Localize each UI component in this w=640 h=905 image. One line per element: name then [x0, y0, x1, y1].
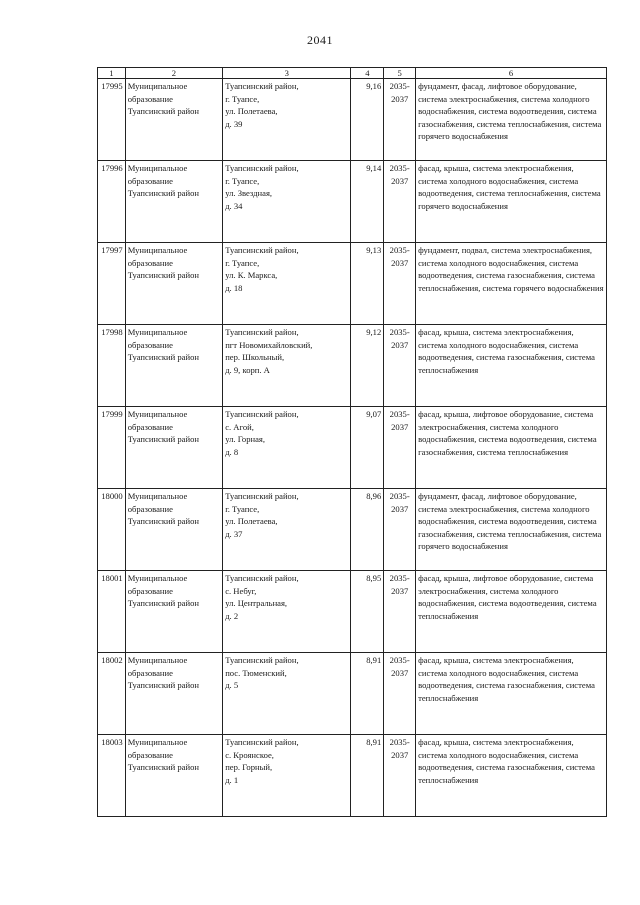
address-line: с. Небуг, [225, 585, 257, 596]
address-line: д. 9, корп. А [225, 364, 270, 375]
works-cell [416, 407, 607, 489]
address-cell [223, 489, 351, 571]
municipality-cell [125, 571, 222, 653]
period-cell [384, 571, 416, 653]
address-line: д. 8 [225, 446, 239, 457]
period-line: 2035- [389, 245, 410, 255]
municipality-line: Муниципальное [127, 327, 188, 337]
period-cell [384, 489, 416, 571]
works-list: фасад, крыша, система электроснабжения, система холодного водоснабжения, система водоотведения, система газоснабжения, система теплоснабжения [418, 737, 595, 785]
row-number-cell [98, 325, 126, 407]
address-line: Туапсинский район, [225, 163, 299, 173]
table-row [98, 243, 607, 325]
period-line: 2035- [389, 655, 410, 665]
column-header: 3 [223, 68, 351, 79]
period-line: 2035- [389, 81, 410, 91]
address-line: ул. Горная, [225, 434, 266, 444]
works-list: фасад, крыша, лифтовое оборудование, система электроснабжения, система холодного водоснабжения, система водоотведения, система теплоснабжения [418, 573, 597, 621]
address-line: ул. Звездная, [225, 188, 273, 198]
address-line: д. 39 [225, 118, 243, 129]
period-cell [384, 735, 416, 817]
period-line: 2037 [391, 749, 409, 760]
address-cell [223, 735, 351, 817]
address-line: Туапсинский район, [225, 737, 299, 747]
address-line: Туапсинский район, [225, 245, 299, 255]
value: 8,91 [366, 737, 382, 747]
value: 9,16 [366, 81, 382, 91]
row-number-cell [98, 243, 126, 325]
period-cell [384, 325, 416, 407]
address-line: пос. Тюменский, [225, 667, 287, 678]
row-number-cell [98, 653, 126, 735]
municipality-line: Туапсинский район [127, 188, 199, 198]
municipality-line: образование [127, 339, 173, 350]
period-line: 2037 [391, 667, 409, 678]
address-line: Туапсинский район, [225, 655, 299, 665]
table-body [98, 79, 607, 817]
period-cell [384, 243, 416, 325]
period-line: 2035- [389, 491, 410, 501]
table-row [98, 571, 607, 653]
address-cell [223, 161, 351, 243]
municipality-cell [125, 243, 222, 325]
address-line: д. 34 [225, 200, 243, 211]
address-line: пгт Новомихайловский, [225, 339, 313, 350]
period-line: 2037 [391, 339, 409, 350]
municipality-line: Туапсинский район [127, 434, 199, 444]
address-line: Туапсинский район, [225, 409, 299, 419]
address-line: д. 1 [225, 774, 239, 785]
municipality-line: Муниципальное [127, 573, 188, 583]
row-number-cell [98, 489, 126, 571]
period-line: 2035- [389, 327, 410, 337]
municipality-line: Муниципальное [127, 81, 188, 91]
period-line: 2037 [391, 93, 409, 104]
row-number: 18001 [101, 573, 123, 583]
municipality-line: образование [127, 421, 173, 432]
table-row [98, 161, 607, 243]
municipality-line: Муниципальное [127, 409, 188, 419]
row-number-cell [98, 571, 126, 653]
works-cell [416, 325, 607, 407]
address-cell [223, 79, 351, 161]
address-line: ул. Центральная, [225, 598, 288, 608]
table-row [98, 489, 607, 571]
value-cell [351, 325, 384, 407]
row-number-cell [98, 735, 126, 817]
row-number: 18000 [101, 491, 123, 501]
capital-repair-table [97, 67, 607, 817]
row-number-cell [98, 407, 126, 489]
address-line: Туапсинский район, [225, 81, 299, 91]
works-cell [416, 489, 607, 571]
municipality-line: Муниципальное [127, 491, 188, 501]
municipality-line: образование [127, 585, 173, 596]
address-line: д. 2 [225, 610, 239, 621]
works-list: фундамент, фасад, лифтовое оборудование, система электроснабжения, система холодного водоснабжения, система водоотведения, система газоснабжения, система теплоснабжения, система горячего водоснабжения [418, 81, 602, 141]
municipality-cell [125, 735, 222, 817]
value-cell [351, 735, 384, 817]
column-header: 6 [416, 68, 607, 79]
municipality-line: Туапсинский район [127, 598, 199, 608]
column-header: 4 [351, 68, 384, 79]
address-line: г. Туапсе, [225, 175, 260, 186]
page-number: 2041 [307, 33, 333, 47]
period-line: 2035- [389, 409, 410, 419]
municipality-line: Туапсинский район [127, 516, 199, 526]
works-cell [416, 79, 607, 161]
table-header-row [98, 68, 607, 79]
works-cell [416, 161, 607, 243]
address-line: с. Кроянское, [225, 749, 274, 760]
value-cell [351, 161, 384, 243]
table-row [98, 325, 607, 407]
table-row [98, 653, 607, 735]
address-line: г. Туапсе, [225, 503, 260, 514]
works-cell [416, 735, 607, 817]
municipality-line: Туапсинский район [127, 106, 199, 116]
address-line: Туапсинский район, [225, 327, 299, 337]
municipality-line: образование [127, 749, 173, 760]
address-line: д. 5 [225, 680, 239, 690]
address-line: г. Туапсе, [225, 93, 260, 104]
period-line: 2037 [391, 503, 409, 514]
address-line: г. Туапсе, [225, 257, 260, 268]
address-cell [223, 407, 351, 489]
municipality-cell [125, 79, 222, 161]
address-line: д. 37 [225, 528, 243, 539]
period-line: 2035- [389, 573, 410, 583]
address-cell [223, 653, 351, 735]
row-number: 17998 [101, 327, 123, 337]
municipality-line: Муниципальное [127, 655, 188, 665]
municipality-line: образование [127, 93, 173, 104]
works-list: фасад, крыша, лифтовое оборудование, система электроснабжения, система холодного водоснабжения, система водоотведения, система газоснабжения, система теплоснабжения [418, 409, 597, 457]
value: 9,12 [366, 327, 382, 337]
address-cell [223, 325, 351, 407]
value: 9,13 [366, 245, 382, 255]
municipality-line: Туапсинский район [127, 680, 199, 690]
column-header: 1 [98, 68, 126, 79]
value-cell [351, 489, 384, 571]
municipality-cell [125, 653, 222, 735]
address-line: д. 18 [225, 282, 243, 293]
value-cell [351, 407, 384, 489]
row-number: 17995 [101, 81, 123, 91]
value-cell [351, 243, 384, 325]
column-header: 5 [384, 68, 416, 79]
address-line: Туапсинский район, [225, 573, 299, 583]
municipality-line: образование [127, 257, 173, 268]
row-number: 17999 [101, 409, 123, 419]
municipality-line: Туапсинский район [127, 762, 199, 772]
municipality-line: Туапсинский район [127, 352, 199, 362]
address-line: ул. Полетаева, [225, 106, 278, 116]
address-line: ул. К. Маркса, [225, 270, 278, 280]
period-cell [384, 653, 416, 735]
value-cell [351, 79, 384, 161]
address-line: пер. Горный, [225, 762, 273, 772]
works-list: фасад, крыша, система электроснабжения, система холодного водоснабжения, система водоотведения, система газоснабжения, система теплоснабжения [418, 655, 595, 703]
row-number: 18002 [101, 655, 123, 665]
municipality-cell [125, 489, 222, 571]
period-cell [384, 161, 416, 243]
value: 8,96 [366, 491, 382, 501]
address-line: с. Агой, [225, 421, 254, 432]
period-line: 2037 [391, 585, 409, 596]
table-row [98, 79, 607, 161]
table-row [98, 735, 607, 817]
municipality-line: Муниципальное [127, 245, 188, 255]
works-cell [416, 243, 607, 325]
table-row [98, 407, 607, 489]
municipality-line: Муниципальное [127, 163, 188, 173]
row-number-cell [98, 161, 126, 243]
municipality-line: образование [127, 175, 173, 186]
period-line: 2037 [391, 421, 409, 432]
address-cell [223, 571, 351, 653]
address-line: ул. Полетаева, [225, 516, 278, 526]
value: 9,14 [366, 163, 382, 173]
period-line: 2037 [391, 257, 409, 268]
works-list: фундамент, подвал, система электроснабжения, система холодного водоснабжения, система водоотведения, система газоснабжения, система теплоснабжения, система горячего водоснабжения [418, 245, 604, 293]
value-cell [351, 653, 384, 735]
municipality-line: Муниципальное [127, 737, 188, 747]
address-line: Туапсинский район, [225, 491, 299, 501]
works-list: фасад, крыша, система электроснабжения, система холодного водоснабжения, система водоотведения, система теплоснабжения, система горячего водоснабжения [418, 163, 601, 211]
municipality-cell [125, 407, 222, 489]
municipality-line: Туапсинский район [127, 270, 199, 280]
row-number: 18003 [101, 737, 123, 747]
value: 8,91 [366, 655, 382, 665]
value: 8,95 [366, 573, 382, 583]
works-cell [416, 653, 607, 735]
row-number: 17996 [101, 163, 123, 173]
municipality-line: образование [127, 667, 173, 678]
municipality-cell [125, 325, 222, 407]
period-cell [384, 407, 416, 489]
value-cell [351, 571, 384, 653]
column-header: 2 [125, 68, 222, 79]
row-number: 17997 [101, 245, 123, 255]
value: 9,07 [366, 409, 382, 419]
period-line: 2037 [391, 175, 409, 186]
works-cell [416, 571, 607, 653]
address-cell [223, 243, 351, 325]
works-list: фасад, крыша, система электроснабжения, система холодного водоснабжения, система водоотведения, система газоснабжения, система теплоснабжения [418, 327, 595, 375]
period-line: 2035- [389, 737, 410, 747]
municipality-line: образование [127, 503, 173, 514]
row-number-cell [98, 79, 126, 161]
period-line: 2035- [389, 163, 410, 173]
period-cell [384, 79, 416, 161]
works-list: фундамент, фасад, лифтовое оборудование, система электроснабжения, система холодного водоснабжения, система водоотведения, система газоснабжения, система теплоснабжения, система горячего водоснабжения [418, 491, 602, 551]
address-line: пер. Школьный, [225, 352, 285, 362]
municipality-cell [125, 161, 222, 243]
